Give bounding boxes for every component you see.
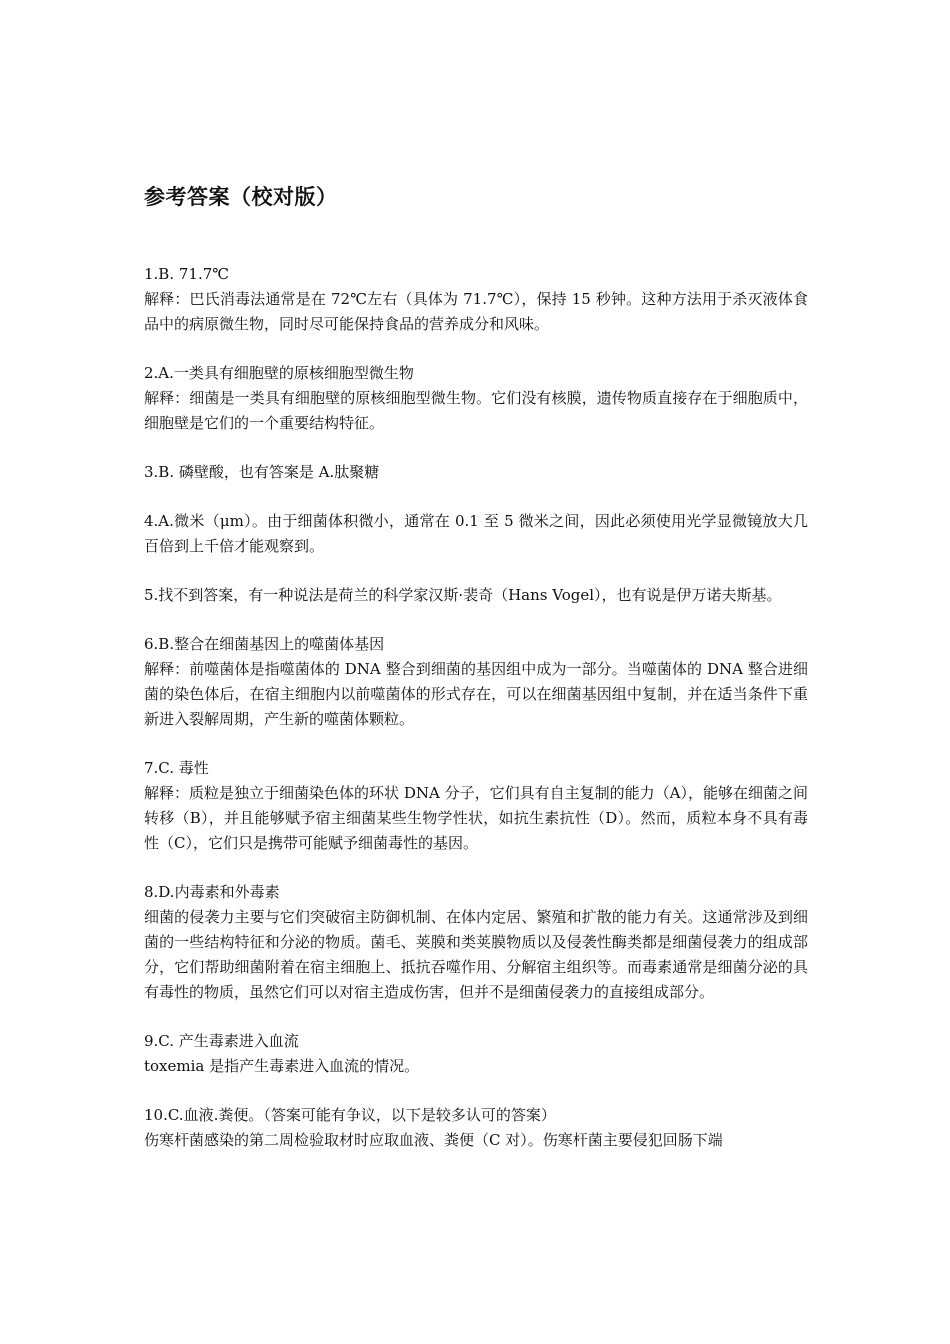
- explanation-text: toxemia 是指产生毒素进入血流的情况。: [144, 1057, 420, 1075]
- page-title: 参考答案（校对版）: [144, 185, 338, 209]
- answer-line: 7.C. 毒性: [144, 759, 209, 777]
- answer-entry-3: [144, 460, 808, 485]
- answer-entry-1: [144, 262, 808, 337]
- explanation-text: 解释：前噬菌体是指噬菌体的 DNA 整合到细菌的基因组中成为一部分。当噬菌体的 DNA 整合进细菌的染色体后，在宿主细胞内以前噬菌体的形式存在，可以在细菌基因组中复制，并在适当条件下重新进入裂解周期，产生新的噬菌体颗粒。: [144, 660, 808, 728]
- answer-entry-5: [144, 583, 808, 608]
- answer-entry-2: [144, 361, 808, 436]
- answer-entry-10: [144, 1103, 808, 1153]
- answer-line: 5.找不到答案，有一种说法是荷兰的科学家汉斯·裴奇（Hans Vogel），也有说是伊万诺夫斯基。: [144, 586, 782, 604]
- answer-entry-6: [144, 632, 808, 732]
- answer-line: 4.A.微米（μm）。由于细菌体积微小，通常在 0.1 至 5 微米之间，因此必须使用光学显微镜放大几百倍到上千倍才能观察到。: [144, 512, 808, 555]
- answer-line: 8.D.内毒素和外毒素: [144, 883, 280, 901]
- answer-entry-7: [144, 756, 808, 856]
- answer-entry-9: [144, 1029, 808, 1079]
- answer-list: [144, 262, 808, 1177]
- answer-line: 9.C. 产生毒素进入血流: [144, 1032, 299, 1050]
- explanation-text: 解释：细菌是一类具有细胞壁的原核细胞型微生物。它们没有核膜，遗传物质直接存在于细胞质中，细胞壁是它们的一个重要结构特征。: [144, 389, 808, 432]
- explanation-text: 解释：巴氏消毒法通常是在 72℃左右（具体为 71.7℃），保持 15 秒钟。这种方法用于杀灭液体食品中的病原微生物，同时尽可能保持食品的营养成分和风味。: [144, 290, 808, 333]
- explanation-text: 细菌的侵袭力主要与它们突破宿主防御机制、在体内定居、繁殖和扩散的能力有关。这通常涉及到细菌的一些结构特征和分泌的物质。菌毛、荚膜和类荚膜物质以及侵袭性酶类都是细菌侵袭力的组成部分，它们帮助细菌附着在宿主细胞上、抵抗吞噬作用、分解宿主组织等。而毒素通常是细菌分泌的具有毒性的物质，虽然它们可以对宿主造成伤害，但并不是细菌侵袭力的直接组成部分。: [144, 908, 808, 1001]
- answer-line: 10.C.血液.粪便。（答案可能有争议，以下是较多认可的答案）: [144, 1106, 556, 1124]
- explanation-text: 解释：质粒是独立于细菌染色体的环状 DNA 分子，它们具有自主复制的能力（A），能够在细菌之间转移（B），并且能够赋予宿主细菌某些生物学性状，如抗生素抗性（D）。然而，质粒本身不具有毒性（C），它们只是携带可能赋予细菌毒性的基因。: [144, 784, 808, 852]
- answer-line: 3.B. 磷壁酸，也有答案是 A.肽聚糖: [144, 463, 380, 481]
- explanation-text: 伤寒杆菌感染的第二周检验取材时应取血液、粪便（C 对）。伤寒杆菌主要侵犯回肠下端: [144, 1131, 723, 1149]
- answer-entry-4: [144, 509, 808, 559]
- answer-line: 1.B. 71.7℃: [144, 265, 230, 283]
- answer-line: 2.A.一类具有细胞壁的原核细胞型微生物: [144, 364, 414, 382]
- answer-entry-8: [144, 880, 808, 1005]
- answer-line: 6.B.整合在细菌基因上的噬菌体基因: [144, 635, 385, 653]
